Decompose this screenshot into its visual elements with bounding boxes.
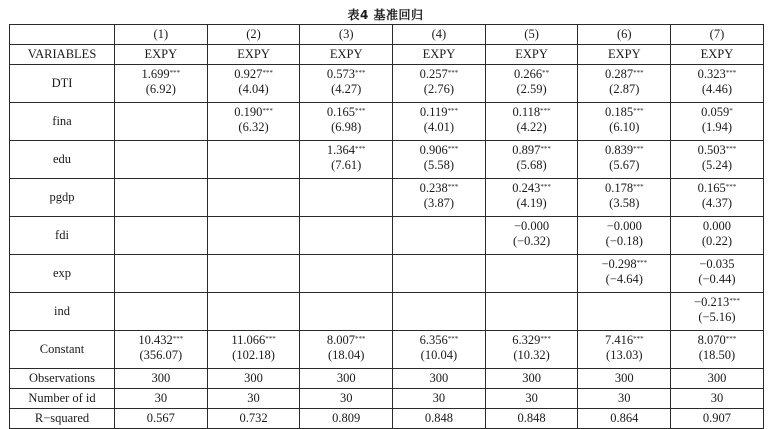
statistic-value: 30 xyxy=(671,389,764,409)
coefficient-cell xyxy=(671,331,764,369)
coefficient-cell xyxy=(115,293,208,331)
significance-stars: *** xyxy=(633,183,644,191)
table-title: 表4 基准回归 xyxy=(347,8,424,22)
variable-row xyxy=(10,255,764,293)
t-statistic: (7.61) xyxy=(331,158,362,172)
statistic-value: 0.567 xyxy=(115,409,208,429)
coefficient-cell xyxy=(393,65,486,103)
coefficient-cell xyxy=(578,293,671,331)
statistic-name: Number of id xyxy=(10,389,115,409)
significance-stars: *** xyxy=(355,107,366,115)
coefficient-cell xyxy=(300,179,393,217)
coefficient-cell xyxy=(207,103,300,141)
t-statistic: (6.32) xyxy=(238,120,269,134)
statistic-value: 300 xyxy=(300,369,393,389)
significance-stars: *** xyxy=(636,259,648,267)
coefficient-value xyxy=(393,143,485,158)
statistic-value: 30 xyxy=(207,389,300,409)
coefficient-number: 0.000 xyxy=(702,219,732,233)
dependent-variable: EXPY xyxy=(393,45,486,65)
t-statistic: (−4.64) xyxy=(605,272,643,286)
statistic-name: Observations xyxy=(10,369,115,389)
coefficient-cell xyxy=(671,141,764,179)
statistic-value: 0.732 xyxy=(207,409,300,429)
coefficient-value xyxy=(671,67,763,82)
coefficient-number: 0.503 xyxy=(697,143,726,157)
coefficient-cell xyxy=(115,103,208,141)
coefficient-cell xyxy=(578,141,671,179)
coefficient-number: 10.432 xyxy=(138,333,173,347)
coefficient-number: 0.243 xyxy=(512,181,541,195)
coefficient-cell xyxy=(671,255,764,293)
dependent-variable-row xyxy=(10,45,764,65)
coefficient-cell xyxy=(485,103,578,141)
variables-header: VARIABLES xyxy=(10,45,115,65)
coefficient-cell xyxy=(578,331,671,369)
statistic-name: R−squared xyxy=(10,409,115,429)
significance-stars: *** xyxy=(633,335,644,343)
t-statistic: (102.18) xyxy=(232,348,275,362)
coefficient-number: 0.185 xyxy=(604,105,634,119)
variable-row xyxy=(10,293,764,331)
coefficient-value xyxy=(393,105,485,120)
coefficient-number: −0.035 xyxy=(699,257,735,271)
t-statistic: (18.50) xyxy=(698,348,736,362)
regression-table xyxy=(9,24,764,429)
coefficient-value xyxy=(300,105,392,120)
variable-row xyxy=(10,103,764,141)
statistic-value: 300 xyxy=(207,369,300,389)
significance-stars: *** xyxy=(355,69,366,77)
column-number: (1) xyxy=(115,25,208,45)
significance-stars: *** xyxy=(633,69,644,77)
coefficient-number: 0.257 xyxy=(419,67,448,81)
coefficient-number: 0.165 xyxy=(326,105,356,119)
significance-stars: *** xyxy=(725,183,737,191)
coefficient-number: 0.839 xyxy=(604,143,634,157)
statistic-value: 300 xyxy=(578,369,671,389)
coefficient-cell xyxy=(207,331,300,369)
significance-stars: *** xyxy=(447,107,458,115)
dependent-variable: EXPY xyxy=(300,45,393,65)
coefficient-value xyxy=(578,257,670,272)
coefficient-value xyxy=(115,333,207,348)
variable-name: fina xyxy=(10,103,115,141)
coefficient-value xyxy=(671,105,763,120)
variable-name: DTI xyxy=(10,65,115,103)
column-number: (5) xyxy=(485,25,578,45)
significance-stars: *** xyxy=(355,145,366,153)
significance-stars: *** xyxy=(633,145,644,153)
variable-name: Constant xyxy=(10,331,115,369)
t-statistic: (−0.18) xyxy=(605,234,643,248)
coefficient-number: 0.190 xyxy=(234,105,263,119)
coefficient-cell xyxy=(115,65,208,103)
coefficient-cell xyxy=(671,65,764,103)
statistic-value: 0.809 xyxy=(300,409,393,429)
coefficient-cell xyxy=(393,103,486,141)
statistic-row xyxy=(10,389,764,409)
coefficient-value xyxy=(393,181,485,196)
coefficient-cell xyxy=(207,179,300,217)
t-statistic: (4.46) xyxy=(701,82,733,96)
t-statistic: (3.58) xyxy=(609,196,640,210)
t-statistic: (356.07) xyxy=(139,348,183,362)
coefficient-cell xyxy=(671,293,764,331)
significance-stars: *** xyxy=(262,107,273,115)
coefficient-cell xyxy=(207,65,300,103)
coefficient-cell xyxy=(578,255,671,293)
coefficient-cell xyxy=(393,255,486,293)
coefficient-cell xyxy=(578,103,671,141)
coefficient-cell xyxy=(207,217,300,255)
coefficient-number: 0.927 xyxy=(234,67,263,81)
statistic-value: 30 xyxy=(393,389,486,409)
statistic-value: 0.848 xyxy=(485,409,578,429)
coefficient-cell xyxy=(485,217,578,255)
t-statistic: (10.04) xyxy=(420,348,458,362)
coefficient-cell xyxy=(393,331,486,369)
coefficient-value xyxy=(393,333,485,348)
coefficient-number: 11.066 xyxy=(231,333,266,347)
variable-row xyxy=(10,179,764,217)
coefficient-value xyxy=(208,333,300,348)
coefficient-cell xyxy=(671,217,764,255)
statistic-value: 30 xyxy=(115,389,208,409)
variable-row xyxy=(10,331,764,369)
t-statistic: (−0.44) xyxy=(698,272,736,286)
coefficient-cell xyxy=(115,255,208,293)
coefficient-cell xyxy=(393,293,486,331)
coefficient-cell xyxy=(300,103,393,141)
coefficient-cell xyxy=(300,65,393,103)
coefficient-number: 0.178 xyxy=(604,181,634,195)
coefficient-value xyxy=(300,67,392,82)
column-number: (2) xyxy=(207,25,300,45)
coefficient-number: −0.000 xyxy=(606,219,642,233)
corner-cell xyxy=(10,25,115,45)
dependent-variable: EXPY xyxy=(485,45,578,65)
column-number: (3) xyxy=(300,25,393,45)
coefficient-cell xyxy=(578,179,671,217)
coefficient-value xyxy=(300,143,392,158)
coefficient-value xyxy=(486,181,578,196)
coefficient-number: 0.906 xyxy=(419,143,448,157)
coefficient-value xyxy=(671,333,763,348)
coefficient-cell xyxy=(300,255,393,293)
coefficient-number: −0.000 xyxy=(514,219,550,233)
column-number: (4) xyxy=(393,25,486,45)
coefficient-value xyxy=(486,143,578,158)
statistic-value: 0.848 xyxy=(393,409,486,429)
statistic-row xyxy=(10,369,764,389)
coefficient-number: 0.059 xyxy=(701,105,730,119)
coefficient-cell xyxy=(115,141,208,179)
t-statistic: (4.22) xyxy=(516,120,547,134)
t-statistic: (10.32) xyxy=(513,348,550,362)
significance-stars: *** xyxy=(447,145,459,153)
variable-name: fdi xyxy=(10,217,115,255)
coefficient-number: 8.070 xyxy=(697,333,726,347)
dependent-variable: EXPY xyxy=(671,45,764,65)
significance-stars: *** xyxy=(725,335,737,343)
coefficient-cell xyxy=(485,255,578,293)
coefficient-value xyxy=(486,105,578,120)
significance-stars: *** xyxy=(540,183,551,191)
t-statistic: (5.68) xyxy=(516,158,547,172)
dependent-variable: EXPY xyxy=(578,45,671,65)
coefficient-number: −0.298 xyxy=(601,257,637,271)
coefficient-cell xyxy=(485,293,578,331)
t-statistic: (6.10) xyxy=(609,120,640,134)
variable-name: exp xyxy=(10,255,115,293)
statistic-value: 300 xyxy=(115,369,208,389)
column-number: (6) xyxy=(578,25,671,45)
variable-name: edu xyxy=(10,141,115,179)
statistic-value: 30 xyxy=(578,389,671,409)
coefficient-value xyxy=(578,219,670,234)
statistic-value: 0.864 xyxy=(578,409,671,429)
t-statistic: (2.87) xyxy=(609,82,640,96)
coefficient-cell xyxy=(207,141,300,179)
coefficient-number: 0.118 xyxy=(512,105,541,119)
significance-stars: *** xyxy=(447,69,459,77)
statistic-value: 300 xyxy=(671,369,764,389)
significance-stars: *** xyxy=(265,335,276,343)
coefficient-number: 0.165 xyxy=(697,181,726,195)
t-statistic: (5.67) xyxy=(609,158,640,172)
significance-stars: *** xyxy=(725,145,737,153)
coefficient-value xyxy=(578,105,670,120)
coefficient-cell xyxy=(485,331,578,369)
coefficient-number: 1.699 xyxy=(141,67,170,81)
variable-row xyxy=(10,65,764,103)
coefficient-cell xyxy=(393,179,486,217)
t-statistic: (4.27) xyxy=(331,82,362,96)
coefficient-cell xyxy=(578,65,671,103)
coefficient-number: 0.897 xyxy=(512,143,541,157)
statistic-value: 0.907 xyxy=(671,409,764,429)
t-statistic: (−0.32) xyxy=(512,234,551,248)
coefficient-number: 0.238 xyxy=(419,181,448,195)
statistic-value: 30 xyxy=(485,389,578,409)
coefficient-cell xyxy=(485,65,578,103)
significance-stars: * xyxy=(729,107,733,115)
t-statistic: (4.04) xyxy=(238,82,269,96)
coefficient-cell xyxy=(300,141,393,179)
t-statistic: (3.87) xyxy=(423,196,454,210)
t-statistic: (6.92) xyxy=(145,82,176,96)
coefficient-cell xyxy=(115,217,208,255)
dependent-variable: EXPY xyxy=(115,45,208,65)
variable-name: pgdp xyxy=(10,179,115,217)
coefficient-number: 7.416 xyxy=(604,333,634,347)
t-statistic: (5.24) xyxy=(701,158,733,172)
coefficient-number: 0.287 xyxy=(604,67,634,81)
t-statistic: (4.19) xyxy=(516,196,547,210)
significance-stars: *** xyxy=(540,335,551,343)
coefficient-cell xyxy=(578,217,671,255)
coefficient-number: 6.356 xyxy=(419,333,448,347)
significance-stars: *** xyxy=(262,69,273,77)
coefficient-number: 1.364 xyxy=(326,143,356,157)
coefficient-number: 0.573 xyxy=(326,67,356,81)
significance-stars: *** xyxy=(633,107,644,115)
coefficient-value xyxy=(115,67,207,82)
significance-stars: ** xyxy=(542,69,550,77)
t-statistic: (2.59) xyxy=(516,82,547,96)
statistic-value: 300 xyxy=(485,369,578,389)
t-statistic: (5.58) xyxy=(423,158,454,172)
variable-row xyxy=(10,217,764,255)
statistic-row xyxy=(10,409,764,429)
coefficient-cell xyxy=(115,331,208,369)
significance-stars: *** xyxy=(355,335,366,343)
coefficient-cell xyxy=(207,293,300,331)
t-statistic: (18.04) xyxy=(327,348,365,362)
coefficient-number: 0.323 xyxy=(697,67,726,81)
coefficient-value xyxy=(671,181,763,196)
coefficient-cell xyxy=(115,179,208,217)
coefficient-value xyxy=(671,143,763,158)
coefficient-cell xyxy=(485,141,578,179)
coefficient-value xyxy=(671,257,763,272)
coefficient-cell xyxy=(300,217,393,255)
coefficient-number: 0.266 xyxy=(514,67,543,81)
coefficient-cell xyxy=(300,293,393,331)
t-statistic: (13.03) xyxy=(606,348,643,362)
statistic-value: 300 xyxy=(393,369,486,389)
significance-stars: *** xyxy=(725,69,737,77)
coefficient-value xyxy=(300,333,392,348)
t-statistic: (4.01) xyxy=(423,120,454,134)
coefficient-value xyxy=(393,67,485,82)
significance-stars: *** xyxy=(172,335,184,343)
coefficient-cell xyxy=(485,179,578,217)
coefficient-cell xyxy=(393,217,486,255)
t-statistic: (1.94) xyxy=(701,120,733,134)
regression-table-body xyxy=(10,25,764,429)
coefficient-value xyxy=(486,67,578,82)
coefficient-number: −0.213 xyxy=(694,295,730,309)
coefficient-cell xyxy=(300,331,393,369)
t-statistic: (0.22) xyxy=(701,234,733,248)
t-statistic: (6.98) xyxy=(331,120,362,134)
significance-stars: *** xyxy=(169,69,181,77)
column-number-row xyxy=(10,25,764,45)
dependent-variable: EXPY xyxy=(207,45,300,65)
variable-row xyxy=(10,141,764,179)
coefficient-cell xyxy=(393,141,486,179)
statistic-value: 30 xyxy=(300,389,393,409)
coefficient-value xyxy=(486,333,578,348)
coefficient-value xyxy=(671,219,763,234)
significance-stars: *** xyxy=(729,297,740,305)
coefficient-value xyxy=(486,219,578,234)
coefficient-value xyxy=(578,181,670,196)
coefficient-cell xyxy=(671,179,764,217)
coefficient-value xyxy=(578,67,670,82)
t-statistic: (4.37) xyxy=(701,196,733,210)
significance-stars: *** xyxy=(540,107,551,115)
significance-stars: *** xyxy=(447,335,459,343)
t-statistic: (−5.16) xyxy=(698,310,736,324)
coefficient-value xyxy=(208,105,300,120)
coefficient-cell xyxy=(207,255,300,293)
coefficient-cell xyxy=(671,103,764,141)
coefficient-value xyxy=(671,295,763,310)
significance-stars: *** xyxy=(447,183,459,191)
column-number: (7) xyxy=(671,25,764,45)
coefficient-value xyxy=(578,333,670,348)
coefficient-number: 6.329 xyxy=(512,333,541,347)
significance-stars: *** xyxy=(540,145,551,153)
coefficient-number: 8.007 xyxy=(326,333,356,347)
t-statistic: (2.76) xyxy=(423,82,454,96)
variable-name: ind xyxy=(10,293,115,331)
coefficient-value xyxy=(578,143,670,158)
coefficient-value xyxy=(208,67,300,82)
coefficient-number: 0.119 xyxy=(419,105,448,119)
